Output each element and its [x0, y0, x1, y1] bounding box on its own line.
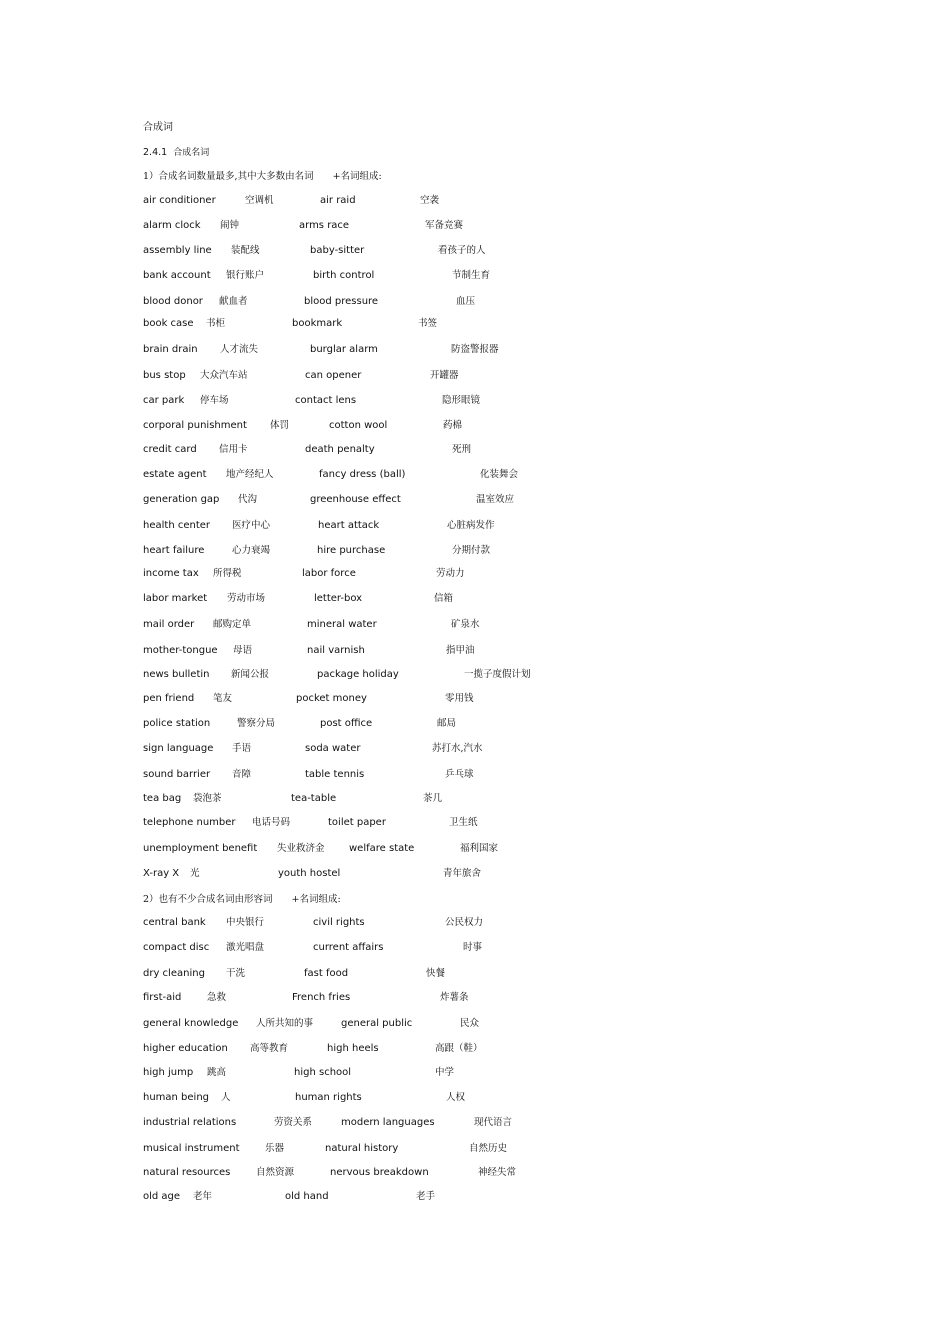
list-item: [0, 1043, 950, 1057]
part2-intro: 2）也有不少合成名词由形容词 +名词组成:: [143, 894, 341, 905]
list-item: [0, 793, 950, 807]
english-term: musical instrument: [143, 1143, 240, 1154]
english-term: police station: [143, 718, 211, 729]
english-term: bookmark: [292, 318, 343, 329]
chinese-translation: 温室效应: [476, 494, 515, 505]
chinese-translation: 老年: [193, 1191, 213, 1202]
english-term: death penalty: [305, 444, 375, 455]
english-term: X-ray X: [143, 868, 180, 879]
list-item: [0, 545, 950, 559]
list-item: [0, 743, 950, 757]
list-item: [0, 370, 950, 384]
english-term: fast food: [304, 968, 349, 979]
chinese-translation: 看孩子的人: [438, 245, 486, 256]
list-item: [0, 1117, 950, 1131]
list-item: [0, 469, 950, 483]
chinese-translation: 失业救济金: [277, 843, 325, 854]
chinese-translation: 福利国家: [460, 843, 499, 854]
chinese-translation: 献血者: [219, 296, 248, 307]
chinese-translation: 快餐: [426, 968, 446, 979]
chinese-translation: 空调机: [245, 195, 274, 206]
page-title: 合成词: [143, 122, 173, 133]
english-term: natural history: [325, 1143, 399, 1154]
list-item: [0, 917, 950, 931]
chinese-translation: 药棉: [443, 420, 463, 431]
chinese-translation: 零用钱: [445, 693, 474, 704]
list-item: [0, 494, 950, 508]
english-term: news bulletin: [143, 669, 210, 680]
english-term: industrial relations: [143, 1117, 237, 1128]
chinese-translation: 邮购定单: [213, 619, 252, 630]
chinese-translation: 信用卡: [219, 444, 248, 455]
english-term: heart attack: [318, 520, 380, 531]
chinese-translation: 炸薯条: [440, 992, 469, 1003]
english-term: post office: [320, 718, 373, 729]
chinese-translation: 干洗: [226, 968, 246, 979]
list-item: [0, 868, 950, 882]
chinese-translation: 时事: [463, 942, 483, 953]
english-term: hire purchase: [317, 545, 386, 556]
english-term: old hand: [285, 1191, 329, 1202]
list-item: [0, 1143, 950, 1157]
list-item: [0, 619, 950, 633]
english-term: unemployment benefit: [143, 843, 258, 854]
chinese-translation: 中学: [435, 1067, 455, 1078]
list-item: [0, 843, 950, 857]
list-item: [0, 669, 950, 683]
english-term: mineral water: [307, 619, 377, 630]
chinese-translation: 电话号码: [252, 817, 291, 828]
english-term: contact lens: [295, 395, 357, 406]
section-name: 合成名词: [173, 148, 210, 158]
list-item: [0, 1167, 950, 1181]
list-item: [0, 1191, 950, 1205]
chinese-translation: 银行账户: [226, 270, 265, 281]
english-term: book case: [143, 318, 194, 329]
chinese-translation: 体罚: [270, 420, 290, 431]
chinese-translation: 激光唱盘: [226, 942, 265, 953]
list-item: [0, 693, 950, 707]
chinese-translation: 急救: [207, 992, 227, 1003]
part1-intro: 1）合成名词数量最多,其中大多数由名词 +名词组成:: [143, 171, 382, 182]
english-term: birth control: [313, 270, 375, 281]
english-term: general public: [341, 1018, 413, 1029]
chinese-translation: 人所共知的事: [256, 1018, 314, 1029]
english-term: pocket money: [296, 693, 367, 704]
chinese-translation: 袋泡茶: [193, 793, 222, 804]
english-term: can opener: [305, 370, 362, 381]
english-term: modern languages: [341, 1117, 435, 1128]
list-item: [0, 992, 950, 1006]
english-term: high jump: [143, 1067, 194, 1078]
english-term: heart failure: [143, 545, 205, 556]
chinese-translation: 中央银行: [226, 917, 265, 928]
english-term: brain drain: [143, 344, 198, 355]
chinese-translation: 警察分局: [237, 718, 276, 729]
english-term: income tax: [143, 568, 199, 579]
list-item: [0, 1092, 950, 1106]
list-item: [0, 568, 950, 582]
chinese-translation: 劳动市场: [227, 593, 266, 604]
chinese-translation: 母语: [233, 645, 253, 656]
list-item: [0, 318, 950, 332]
english-term: general knowledge: [143, 1018, 239, 1029]
english-term: high school: [294, 1067, 352, 1078]
english-term: table tennis: [305, 769, 365, 780]
chinese-translation: 医疗中心: [232, 520, 271, 531]
list-item: [0, 645, 950, 659]
english-term: corporal punishment: [143, 420, 247, 431]
chinese-translation: 闹钟: [220, 220, 240, 231]
chinese-translation: 神经失常: [478, 1167, 517, 1178]
english-term: mother-tongue: [143, 645, 218, 656]
chinese-translation: 分期付款: [452, 545, 491, 556]
chinese-translation: 节制生育: [452, 270, 491, 281]
chinese-translation: 代沟: [238, 494, 258, 505]
list-item: [0, 220, 950, 234]
english-term: pen friend: [143, 693, 195, 704]
chinese-translation: 死刑: [452, 444, 472, 455]
chinese-translation: 心力衰竭: [232, 545, 271, 556]
chinese-translation: 苏打水,汽水: [432, 743, 483, 754]
chinese-translation: 邮局: [437, 718, 457, 729]
chinese-translation: 指甲油: [446, 645, 475, 656]
english-term: air raid: [320, 195, 356, 206]
list-item: [0, 395, 950, 409]
english-term: alarm clock: [143, 220, 201, 231]
english-term: telephone number: [143, 817, 236, 828]
english-term: mail order: [143, 619, 195, 630]
english-term: nervous breakdown: [330, 1167, 429, 1178]
english-term: tea-table: [291, 793, 337, 804]
chinese-translation: 空袭: [420, 195, 440, 206]
english-term: nail varnish: [307, 645, 365, 656]
list-item: [0, 942, 950, 956]
english-term: first-aid: [143, 992, 182, 1003]
english-term: French fries: [292, 992, 351, 1003]
english-term: generation gap: [143, 494, 220, 505]
chinese-translation: 大众汽车站: [200, 370, 248, 381]
english-term: health center: [143, 520, 211, 531]
english-term: current affairs: [313, 942, 384, 953]
chinese-translation: 民众: [460, 1018, 480, 1029]
english-term: welfare state: [349, 843, 415, 854]
english-term: bank account: [143, 270, 211, 281]
english-term: arms race: [299, 220, 350, 231]
chinese-translation: 停车场: [200, 395, 229, 406]
chinese-translation: 新闻公报: [231, 669, 270, 680]
chinese-translation: 青年旅舍: [443, 868, 482, 879]
chinese-translation: 一揽子度假计划: [464, 669, 531, 680]
english-term: cotton wool: [329, 420, 388, 431]
chinese-translation: 血压: [456, 296, 476, 307]
english-term: bus stop: [143, 370, 186, 381]
chinese-translation: 劳资关系: [274, 1117, 313, 1128]
english-term: estate agent: [143, 469, 207, 480]
chinese-translation: 信箱: [434, 593, 454, 604]
english-term: compact disc: [143, 942, 210, 953]
english-term: labor market: [143, 593, 208, 604]
list-item: [0, 270, 950, 284]
english-term: soda water: [305, 743, 361, 754]
chinese-translation: 高等教育: [250, 1043, 289, 1054]
list-item: [0, 1067, 950, 1081]
english-term: dry cleaning: [143, 968, 205, 979]
chinese-translation: 高跟（鞋）: [435, 1043, 483, 1054]
chinese-translation: 音障: [232, 769, 252, 780]
english-term: blood pressure: [304, 296, 379, 307]
english-term: human being: [143, 1092, 210, 1103]
list-item: [0, 420, 950, 434]
english-term: central bank: [143, 917, 206, 928]
chinese-translation: 开罐器: [430, 370, 459, 381]
chinese-translation: 跳高: [207, 1067, 227, 1078]
section-heading: [143, 147, 209, 159]
chinese-translation: 军备竞赛: [425, 220, 464, 231]
english-term: tea bag: [143, 793, 182, 804]
list-item: [0, 769, 950, 783]
list-item: [0, 344, 950, 358]
list-item: [0, 817, 950, 831]
list-item: [0, 1018, 950, 1032]
english-term: labor force: [302, 568, 356, 579]
english-term: higher education: [143, 1043, 228, 1054]
chinese-translation: 人权: [446, 1092, 466, 1103]
chinese-translation: 光: [190, 868, 200, 879]
english-term: natural resources: [143, 1167, 231, 1178]
english-term: sound barrier: [143, 769, 211, 780]
chinese-translation: 老手: [416, 1191, 436, 1202]
chinese-translation: 所得税: [213, 568, 242, 579]
chinese-translation: 手语: [232, 743, 252, 754]
list-item: [0, 520, 950, 534]
english-term: civil rights: [313, 917, 365, 928]
english-term: burglar alarm: [310, 344, 378, 355]
chinese-translation: 防盗警报器: [451, 344, 499, 355]
chinese-translation: 人: [221, 1092, 231, 1103]
english-term: baby-sitter: [310, 245, 365, 256]
english-term: air conditioner: [143, 195, 216, 206]
chinese-translation: 乐器: [265, 1143, 285, 1154]
english-term: youth hostel: [278, 868, 341, 879]
chinese-translation: 心脏病发作: [447, 520, 495, 531]
english-term: high heels: [327, 1043, 379, 1054]
chinese-translation: 卫生纸: [449, 817, 478, 828]
chinese-translation: 现代语言: [474, 1117, 513, 1128]
english-term: assembly line: [143, 245, 212, 256]
chinese-translation: 劳动力: [436, 568, 465, 579]
chinese-translation: 书签: [418, 318, 438, 329]
list-item: [0, 245, 950, 259]
chinese-translation: 乒乓球: [445, 769, 474, 780]
english-term: greenhouse effect: [310, 494, 401, 505]
chinese-translation: 装配线: [231, 245, 260, 256]
chinese-translation: 自然历史: [469, 1143, 508, 1154]
list-item: [0, 444, 950, 458]
chinese-translation: 自然资源: [256, 1167, 295, 1178]
english-term: car park: [143, 395, 185, 406]
english-term: old age: [143, 1191, 181, 1202]
chinese-translation: 化装舞会: [480, 469, 519, 480]
english-term: blood donor: [143, 296, 203, 307]
list-item: [0, 718, 950, 732]
english-term: fancy dress (ball): [319, 469, 406, 480]
list-item: [0, 195, 950, 209]
list-item: [0, 968, 950, 982]
chinese-translation: 笔友: [213, 693, 233, 704]
chinese-translation: 公民权力: [445, 917, 484, 928]
english-term: letter-box: [314, 593, 363, 604]
english-term: credit card: [143, 444, 197, 455]
english-term: package holiday: [317, 669, 399, 680]
chinese-translation: 茶几: [423, 793, 443, 804]
chinese-translation: 矿泉水: [451, 619, 480, 630]
section-number: 2.4.1: [143, 147, 168, 158]
list-item: [0, 593, 950, 607]
chinese-translation: 隐形眼镜: [442, 395, 481, 406]
chinese-translation: 书柜: [206, 318, 226, 329]
english-term: sign language: [143, 743, 214, 754]
english-term: toilet paper: [328, 817, 386, 828]
list-item: [0, 296, 950, 310]
chinese-translation: 地产经纪人: [226, 469, 274, 480]
english-term: human rights: [295, 1092, 362, 1103]
chinese-translation: 人才流失: [220, 344, 259, 355]
